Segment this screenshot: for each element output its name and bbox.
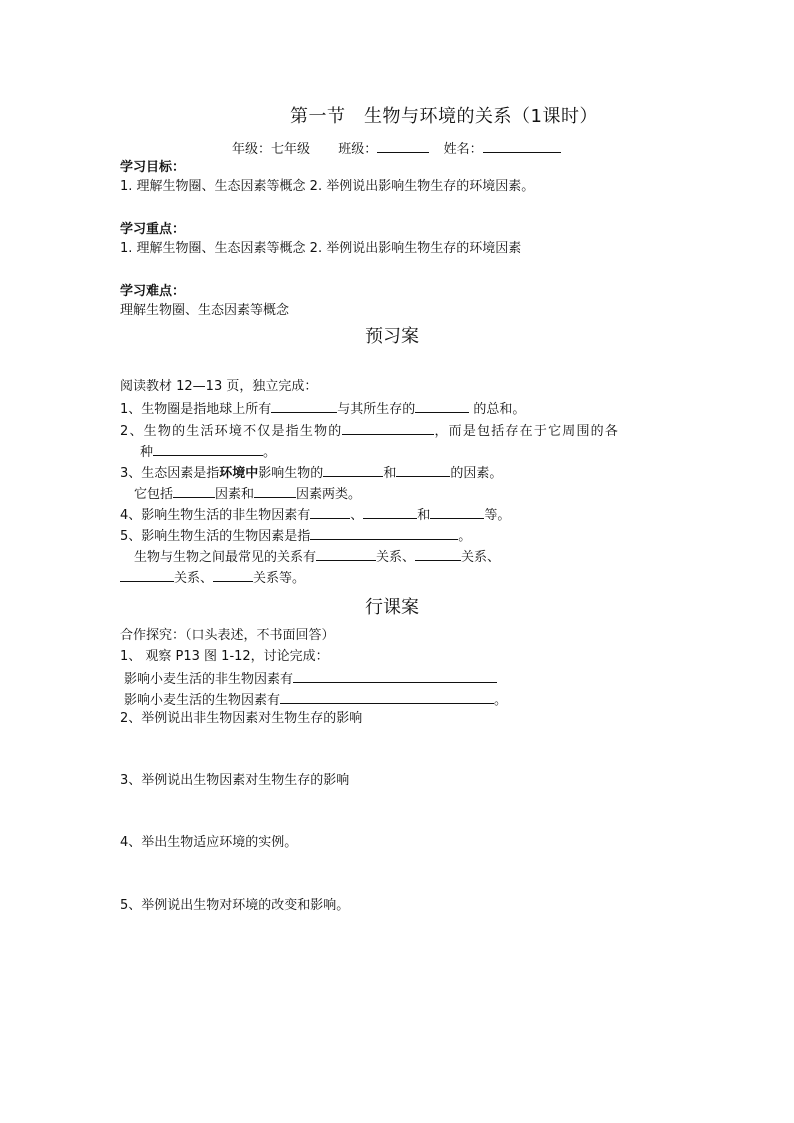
lesson-q4: 4、举出生物适应环境的实例。 bbox=[120, 835, 298, 850]
name-label: 姓名： bbox=[443, 142, 483, 157]
page-title: 第一节 生物与环境的关系（1课时） bbox=[290, 106, 598, 127]
q3-blank-3[interactable] bbox=[173, 484, 215, 498]
q3-blank-1[interactable] bbox=[323, 463, 383, 477]
preview-q4: 4、影响生物生活的非生物因素有 、 和 等。 bbox=[120, 505, 510, 525]
key-points-text: 1. 理解生物圈、生态因素等概念 2. 举例说出影响生物生存的环境因素 bbox=[120, 241, 522, 256]
preview-q3: 3、生态因素是指环境中影响生物的 和 的因素。 bbox=[120, 463, 502, 483]
preview-q2-cont: 种 。 bbox=[140, 442, 276, 462]
q4-blank-3[interactable] bbox=[430, 505, 484, 519]
lesson-q1b: 影响小麦生活的生物因素有 。 bbox=[124, 690, 507, 710]
key-points-heading: 学习重点： bbox=[120, 222, 186, 237]
q1-blank-1[interactable] bbox=[271, 399, 337, 413]
preview-q5-cont2: 关系、 关系等。 bbox=[120, 568, 305, 588]
grade-label: 年级：七年级 bbox=[232, 142, 311, 157]
preview-q3-cont: 它包括 因素和 因素两类。 bbox=[134, 484, 361, 504]
lesson-q5: 5、举例说出生物对环境的改变和影响。 bbox=[120, 898, 350, 913]
q5-blank-5[interactable] bbox=[213, 568, 253, 582]
name-blank[interactable] bbox=[483, 139, 561, 153]
difficulties-heading: 学习难点： bbox=[120, 284, 186, 299]
q5-blank-4[interactable] bbox=[120, 568, 174, 582]
q3-blank-4[interactable] bbox=[254, 484, 296, 498]
difficulties-text: 理解生物圈、生态因素等概念 bbox=[120, 303, 290, 318]
preview-q2: 2、生物的生活环境不仅是指生物的 ，而是包括存在于它周围的各 bbox=[120, 421, 619, 441]
q5-blank-3[interactable] bbox=[415, 547, 461, 561]
q5-blank-2[interactable] bbox=[316, 547, 376, 561]
q2-blank-1[interactable] bbox=[342, 421, 434, 435]
lesson-q2: 2、举例说出非生物因素对生物生存的影响 bbox=[120, 711, 363, 726]
preview-q5: 5、影响生物生活的生物因素是指 。 bbox=[120, 526, 471, 546]
preview-q1: 1、生物圈是指地球上所有 与其所生存的 的总和。 bbox=[120, 399, 525, 419]
class-blank[interactable] bbox=[377, 139, 429, 153]
q1b-blank[interactable] bbox=[280, 690, 494, 704]
q4-blank-2[interactable] bbox=[363, 505, 417, 519]
q4-blank-1[interactable] bbox=[310, 505, 350, 519]
lesson-q1: 1、 观察 P13 图 1-12，讨论完成： bbox=[120, 649, 329, 664]
student-info-row bbox=[232, 139, 561, 159]
class-label: 班级： bbox=[338, 142, 378, 157]
q2-blank-2[interactable] bbox=[153, 442, 263, 456]
q3-blank-2[interactable] bbox=[396, 463, 450, 477]
q1a-blank[interactable] bbox=[293, 669, 497, 683]
preview-heading: 预习案 bbox=[365, 326, 419, 347]
q5-blank-1[interactable] bbox=[310, 526, 458, 540]
lesson-heading: 行课案 bbox=[365, 597, 419, 618]
preview-q5-cont: 生物与生物之间最常见的关系有 关系、 关系、 bbox=[134, 547, 500, 567]
lesson-q1a: 影响小麦生活的非生物因素有 bbox=[124, 669, 497, 689]
lesson-intro: 合作探究：（口头表述，不书面回答） bbox=[120, 628, 335, 643]
objectives-heading: 学习目标： bbox=[120, 160, 186, 175]
preview-intro: 阅读教材 12—13 页，独立完成： bbox=[120, 379, 318, 394]
objectives-text: 1. 理解生物圈、生态因素等概念 2. 举例说出影响生物生存的环境因素。 bbox=[120, 179, 535, 194]
q1-blank-2[interactable] bbox=[415, 399, 469, 413]
lesson-q3: 3、举例说出生物因素对生物生存的影响 bbox=[120, 773, 350, 788]
